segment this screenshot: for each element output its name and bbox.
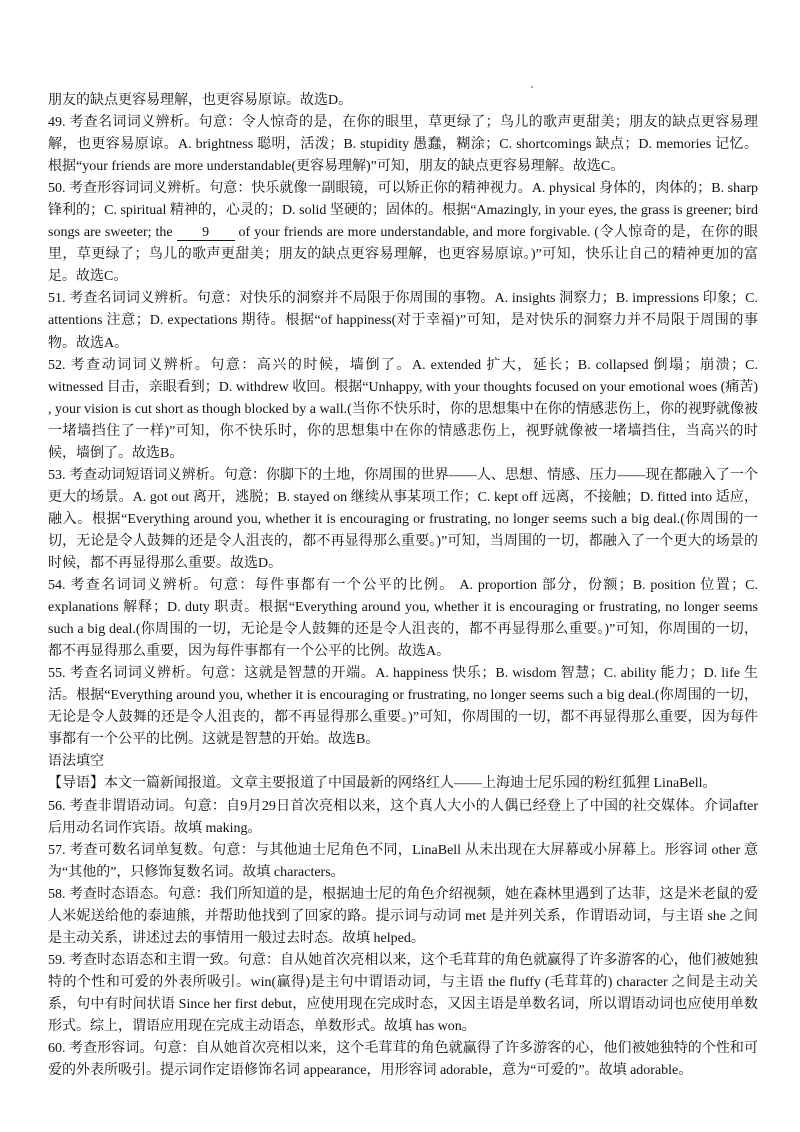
explanation-58: 58. 考查时态语态。句意：我们所知道的是，根据迪士尼的角色介绍视频，她在森林里遇到了达菲，这是米老鼠的爱人米妮送给他的泰迪熊，并帮助他找到了回家的路。提示词与动词 met 是并列关系，作谓语动词，与主语 she 之间是主动关系，讲述过去的事情用一般过去时态。故填 helped。 xyxy=(48,886,758,946)
guide-intro: 【导语】本文一篇新闻报道。文章主要报道了中国最新的网络红人——上海迪士尼乐园的粉红狐狸 LinaBell。 xyxy=(48,776,717,792)
explanation-49: 49. 考查名词词义辨析。句意：令人惊奇的是，在你的眼里，草更绿了；鸟儿的歌声更甜美；朋友的缺点更容易理解，也更容易原谅。A. brightness 聪明，活泼；B. stupidity 愚蠢，糊涂；C. shortcomings 缺点；D. memories 记忆。根据“your friends are more understandable(更容易理解)”可知，朋友的缺点更容易理解。故选C。 xyxy=(48,115,758,175)
section-heading-grammar-fill: 语法填空 xyxy=(48,754,104,770)
explanation-54: 54. 考查名词词义辨析。句意：每件事都有一个公平的比例。 A. proportion 部分，份额；B. position 位置；C. explanations 解释；D. duty 职责。根据“Everything around you, whether it is encouraging or frustrating, no longer seems such a big deal.(你周围的一切，无论是令人鼓舞的还是令人沮丧的，都不再显得那么重要。)”可知，你周围的一切，都不再显得那么重要，因为每件事都有一个公平的比例。故选A。 xyxy=(48,578,758,660)
explanation-50-text-after: of your friends are more understandable, and more forgivable. (令人惊奇的是，在你的眼里，草更绿了；鸟儿的歌声更甜美；朋友的缺点更容易理解，也更容易原谅。)”可知，快乐让自己的精神更加的富足。故选C。 xyxy=(48,225,758,285)
explanation-57: 57. 考查可数名词单复数。句意：与其他迪士尼角色不同，LinaBell 从未出现在大屏幕或小屏幕上。形容词 other 意为“其他的”，只修饰复数名词。故填 characters。 xyxy=(48,842,758,880)
paragraph-continuation: 朋友的缺点更容易理解，也更容易原谅。故选D。 xyxy=(48,93,353,108)
explanation-59: 59. 考查时态语态和主谓一致。句意：自从她首次亮相以来，这个毛茸茸的角色就赢得了许多游客的心，他们被她独特的个性和可爱的外表所吸引。win(赢得)是主句中谓语动词，与主语 the fluffy (毛茸茸的) character 之间是主动关系，句中有时间状语 Since her first debut，应使用现在完成时态，又因主语是单数名词，所以谓语动词也应使用单数形式。综上，谓语应用现在完成主动语态，单数形式。故填 has won。 xyxy=(48,952,758,1034)
explanation-55: 55. 考查名词词义辨析。句意：这就是智慧的开端。A. happiness 快乐；B. wisdom 智慧；C. ability 能力；D. life 生活。根据“Everything around you, whether it is encouraging or frustrating, no longer seems such a big deal.(你周围的一切，无论是令人鼓舞的还是令人沮丧的，都不再显得那么重要。)”可知，你周围的一切，都不再显得那么重要，因为每件事都有一个公平的比例。这就是智慧的开始。故选B。 xyxy=(48,666,758,748)
explanation-52: 52. 考查动词词义辨析。句意：高兴的时候，墙倒了。A. extended 扩大，延长；B. collapsed 倒塌；崩溃；C. witnessed 目击，亲眼看到；D. withdrew 收回。根据“Unhappy, with your thoughts focused on your emotional woes (痛苦) , your vision is cut short as though blocked by a wall.(当你不快乐时，你的思想集中在你的情感悲伤上，你的视野就像被一堵墙挡住了一样)”可知，你不快乐时，你的思想集中在你的情感悲伤上，视野就像被一堵墙挡住，当高兴的时候，墙倒了。故选B。 xyxy=(48,357,758,461)
answer-explanation-page xyxy=(48,90,758,1082)
explanation-50 xyxy=(48,178,758,288)
explanation-53: 53. 考查动词短语词义辨析。句意：你脚下的土地，你周围的世界——人、思想、情感、压力——现在都融入了一个更大的场景。A. got out 离开，逃脱；B. stayed on 继续从事某项工作；C. kept off 远离，不接触；D. fitted into 适应，融入。根据“Everything around you, whether it is encouraging or frustrating, no longer seems such a big deal.(你周围的一切，无论是令人鼓舞的还是令人沮丧的，都不再显得那么重要。)”可知，当周围的一切，都融入了一个更大的场景的时候，都不再显得那么重要。故选D。 xyxy=(48,467,758,571)
explanation-60: 60. 考查形容词。句意：自从她首次亮相以来，这个毛茸茸的角色就赢得了许多游客的心，他们被她独特的个性和可爱的外表所吸引。提示词作定语修饰名词 appearance，用形容词 adorable，意为“可爱的”。故填 adorable。 xyxy=(48,1041,758,1079)
explanation-50-text-before: 50. 考查形容词词义辨析。句意：快乐就像一副眼镜，可以矫正你的精神视力。A. physical 身体的，肉体的；B. sharp 锋利的；C. spiritual 精神的，心灵的；D. solid 坚硬的；固体的。根据“Amazingly, in your eyes, the grass is greener; bird songs are sweeter; the xyxy=(48,181,758,241)
explanation-51: 51. 考查名词词义辨析。句意：对快乐的洞察并不局限于你周围的事物。A. insights 洞察力；B. impressions 印象；C. attentions 注意；D. expectations 期待。根据“of happiness(对于幸福)”可知，是对快乐的洞察力并不局限于周围的事物。故选A。 xyxy=(48,291,758,351)
explanation-56: 56. 考查非谓语动词。句意：自9月29日首次亮相以来，这个真人大小的人偶已经登上了中国的社交媒体。介词after 后用动名词作宾语。故填 making。 xyxy=(48,798,758,836)
blank-9: 9 xyxy=(177,226,235,241)
scan-speck xyxy=(531,86,533,88)
